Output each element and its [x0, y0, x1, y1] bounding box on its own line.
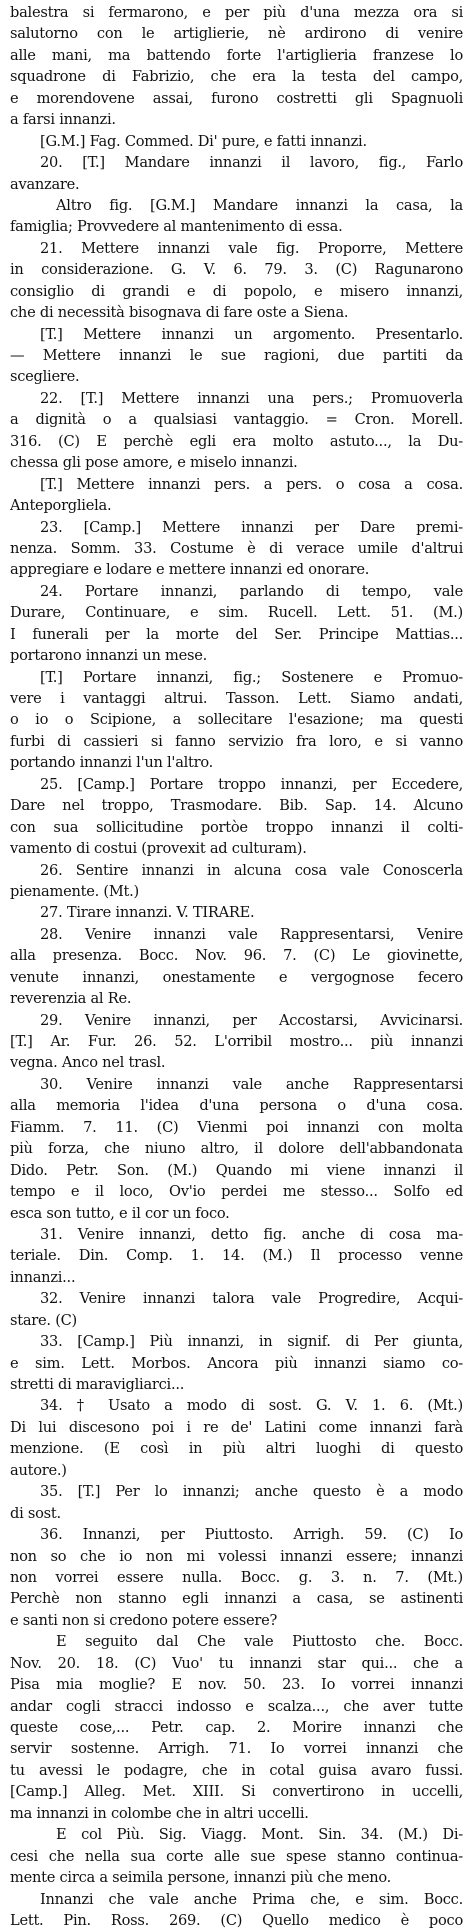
- text-line: scegliere.: [10, 368, 80, 386]
- entry-36: 36. Innanzi, per Piuttosto. Arrigh. 59. (C) Io: [40, 1526, 463, 1544]
- text-line: E col Più. Sig. Viagg. Mont. Sin. 34. (M.) Di-: [56, 1826, 463, 1844]
- text-line: stare. (C): [10, 1311, 77, 1329]
- entry-27: 27. Tirare innanzi. V. TIRARE.: [40, 904, 255, 922]
- text-line: famiglia; Provvedere al mantenimento di essa.: [10, 218, 343, 236]
- text-line: e sim. Lett. Morbos. Ancora più innanzi siamo co-: [10, 1354, 463, 1372]
- entry-32: 32. Venire innanzi talora vale Progredire, Acqui-: [40, 1290, 463, 1308]
- text-line: Dido. Petr. Son. (M.) Quando mi viene innanzi il: [10, 1161, 463, 1179]
- text-line: innanzi...: [10, 1268, 76, 1286]
- text-line: [G.M.] Fag. Commed. Di' pure, e fatti innanzi.: [40, 132, 367, 150]
- text-line: più forza, che niuno altro, il dolore dell'abbandonata: [10, 1140, 463, 1158]
- text-line: esca son tutto, e il cor un foco.: [10, 1204, 230, 1222]
- text-line: Altro fig. [G.M.] Mandare innanzi la casa, la: [56, 196, 463, 214]
- text-line: che di necessità bisognava di fare oste a Siena.: [10, 304, 349, 322]
- text-line: di sost.: [10, 1504, 61, 1522]
- text-line: chessa gli pose amore, e miselo innanzi.: [10, 454, 298, 472]
- text-line: queste cose,... Petr. cap. 2. Morire innanzi che: [10, 1719, 463, 1736]
- text-line: alle mani, ma battendo forte l'artiglieria franzese lo: [10, 46, 463, 64]
- entry-28: 28. Venire innanzi vale Rappresentarsi, Venire: [40, 925, 463, 943]
- text-line: ma innanzi in colombe che in altri uccelli.: [10, 1804, 309, 1822]
- text-line: alla presenza. Bocc. Nov. 96. 7. (C) Le giovinette,: [10, 947, 463, 965]
- text-line: [T.] Ar. Fur. 26. 52. L'orribil mostro... più innanzi: [10, 1033, 463, 1050]
- text-line: E seguito dal Che vale Piuttosto che. Bocc.: [56, 1633, 463, 1651]
- text-line: cesi che nella sua corte alle sue spese stanno continua-: [10, 1847, 463, 1865]
- text-line: appregiare e lodare e mettere innanzi ed onorare.: [10, 561, 370, 579]
- text-line: portando innanzi l'un l'altro.: [10, 754, 214, 772]
- entry-30: 30. Venire innanzi vale anche Rappresentarsi: [40, 1075, 463, 1093]
- entry-31: 31. Venire innanzi, detto fig. anche di cosa ma-: [40, 1225, 463, 1243]
- text-line: con sua sollicitudine portòe troppo innanzi il colti-: [10, 818, 463, 836]
- text-line: teriale. Din. Comp. 1. 14. (M.) Il processo venne: [10, 1247, 463, 1265]
- text-line: in considerazione. G. V. 6. 79. 3. (C) Ragunarono: [10, 261, 463, 279]
- text-line: nenza. Somm. 33. Costume è di verace umile d'altrui: [10, 539, 463, 557]
- text-line: Lett. Pin. Ross. 269. (C) Quello medico è poco: [10, 1911, 463, 1929]
- entry-29: 29. Venire innanzi, per Accostarsi, Avvicinarsi.: [40, 1011, 463, 1029]
- text-line: e santi non si credono potere essere?: [10, 1611, 278, 1629]
- text-line: tu avessi le podagre, che in cotal guisa avaro fussi.: [10, 1761, 463, 1779]
- text-line: 316. (C) E perchè egli era molto astuto..., la Du-: [10, 432, 463, 450]
- text-line: consiglio di grandi e di popolo, e misero innanzi,: [10, 282, 463, 300]
- text-line: tempo e il loco, Ov'io perdei me stesso... Solfo ed: [10, 1183, 463, 1201]
- text-line: reverenzia al Re.: [10, 990, 132, 1008]
- text-line: Di lui discesono poi i re de' Latini come innanzi farà: [10, 1418, 463, 1436]
- text-line: [T.] Mettere innanzi un argomento. Presentarlo.: [40, 325, 463, 343]
- text-line: — Mettere innanzi le sue ragioni, due partiti da: [10, 347, 463, 364]
- text-line: [T.] Portare innanzi, fig.; Sostenere e Promuo-: [40, 668, 463, 686]
- entry-34: 34. † Usato a modo di sost. G. V. 1. 6. (Mt.): [40, 1397, 463, 1415]
- entry-33: 33. [Camp.] Più innanzi, in signif. di Per giunta,: [40, 1333, 463, 1351]
- text-line: salutorno con le artiglierie, nè ardirono di venire: [10, 25, 463, 43]
- text-line: venute innanzi, onestamente e vergognose fecero: [10, 968, 463, 986]
- text-line: Innanzi che vale anche Prima che, e sim. Bocc.: [40, 1890, 463, 1908]
- entry-24: 24. Portare innanzi, parlando di tempo, vale: [40, 582, 463, 600]
- text-line: Nov. 20. 18. (C) Vuo' tu innanzi star qui... che a: [10, 1654, 463, 1672]
- text-line: autore.): [10, 1461, 67, 1479]
- text-line: Durare, Continuare, e sim. Rucell. Lett. 51. (M.): [10, 604, 463, 622]
- text-line: I funerali per la morte del Ser. Principe Mattias...: [10, 625, 463, 643]
- text-line: menzione. (E così in più altri luoghi di questo: [10, 1440, 463, 1458]
- text-line: squadrone di Fabrizio, che era la testa del campo,: [10, 68, 463, 86]
- text-line: stretti di maravigliarci...: [10, 1376, 185, 1393]
- text-line: non so che io non mi volessi innanzi essere; innanzi: [10, 1547, 463, 1565]
- text-line: mente circa a seimila persone, innanzi più che meno.: [10, 1869, 392, 1887]
- text-line: Anteporgliela.: [10, 497, 112, 515]
- entry-25: 25. [Camp.] Portare troppo innanzi, per Eccedere,: [40, 775, 463, 793]
- text-line: Perchè non stanno egli innanzi a casa, se astinenti: [10, 1590, 463, 1608]
- text-line: e morendovene assai, furono costretti gli Spagnuoli: [10, 89, 463, 107]
- entry-23: 23. [Camp.] Mettere innanzi per Dare premi-: [40, 518, 463, 536]
- entry-26: 26. Sentire innanzi in alcuna cosa vale Conoscerla: [40, 861, 463, 879]
- text-line: [T.] Mettere innanzi pers. a pers. o cosa a cosa.: [40, 475, 463, 493]
- text-line: vegna. Anco nel trasl.: [10, 1054, 166, 1072]
- text-line: non vorrei essere nulla. Bocc. g. 3. n. 7. (Mt.): [10, 1568, 463, 1586]
- text-line: o io o Scipione, a sollecitare l'esazione; ma questi: [10, 711, 463, 729]
- text-line: Pisa mia moglie? E nov. 50. 23. Io vorrei innanzi: [10, 1676, 463, 1694]
- text-line: servir sostenne. Arrigh. 71. Io vorrei innanzi che: [10, 1740, 463, 1758]
- text-line: furbi di cassieri si fanno servizio fra loro, e si vanno: [10, 732, 463, 750]
- text-line: balestra si fermarono, e per più d'una mezza ora si: [10, 4, 463, 21]
- text-line: portarono innanzi un mese.: [10, 647, 207, 665]
- text-line: vere i vantaggi altrui. Tasson. Lett. Siamo andati,: [10, 690, 463, 707]
- text-line: andar cogli stracci indosso e scalza..., che aver tutte: [10, 1697, 463, 1715]
- text-line: a farsi innanzi.: [10, 111, 116, 129]
- entry-22: 22. [T.] Mettere innanzi una pers.; Promuoverla: [40, 389, 463, 407]
- text-line: avanzare.: [10, 175, 80, 193]
- text-line: Dare nel troppo, Trasmodare. Bib. Sap. 14. Alcuno: [10, 797, 463, 815]
- text-line: a dignità o a qualsiasi vantaggio. = Cron. Morell.: [10, 411, 463, 429]
- entry-21: 21. Mettere innanzi vale fig. Proporre, Mettere: [40, 239, 463, 257]
- text-line: pienamente. (Mt.): [10, 882, 139, 900]
- entry-35: 35. [T.] Per lo innanzi; anche questo è a modo: [40, 1483, 463, 1501]
- text-line: Fiamm. 7. 11. (C) Vienmi poi innanzi con molta: [10, 1118, 463, 1136]
- text-line: alla memoria l'idea d'una persona o d'una cosa.: [10, 1097, 463, 1115]
- text-line: vamento di costui (provexit ad culturam).: [10, 840, 307, 858]
- entry-20: 20. [T.] Mandare innanzi il lavoro, fig., Farlo: [40, 154, 463, 172]
- text-line: [Camp.] Alleg. Met. XIII. Si convertirono in uccelli,: [10, 1783, 463, 1801]
